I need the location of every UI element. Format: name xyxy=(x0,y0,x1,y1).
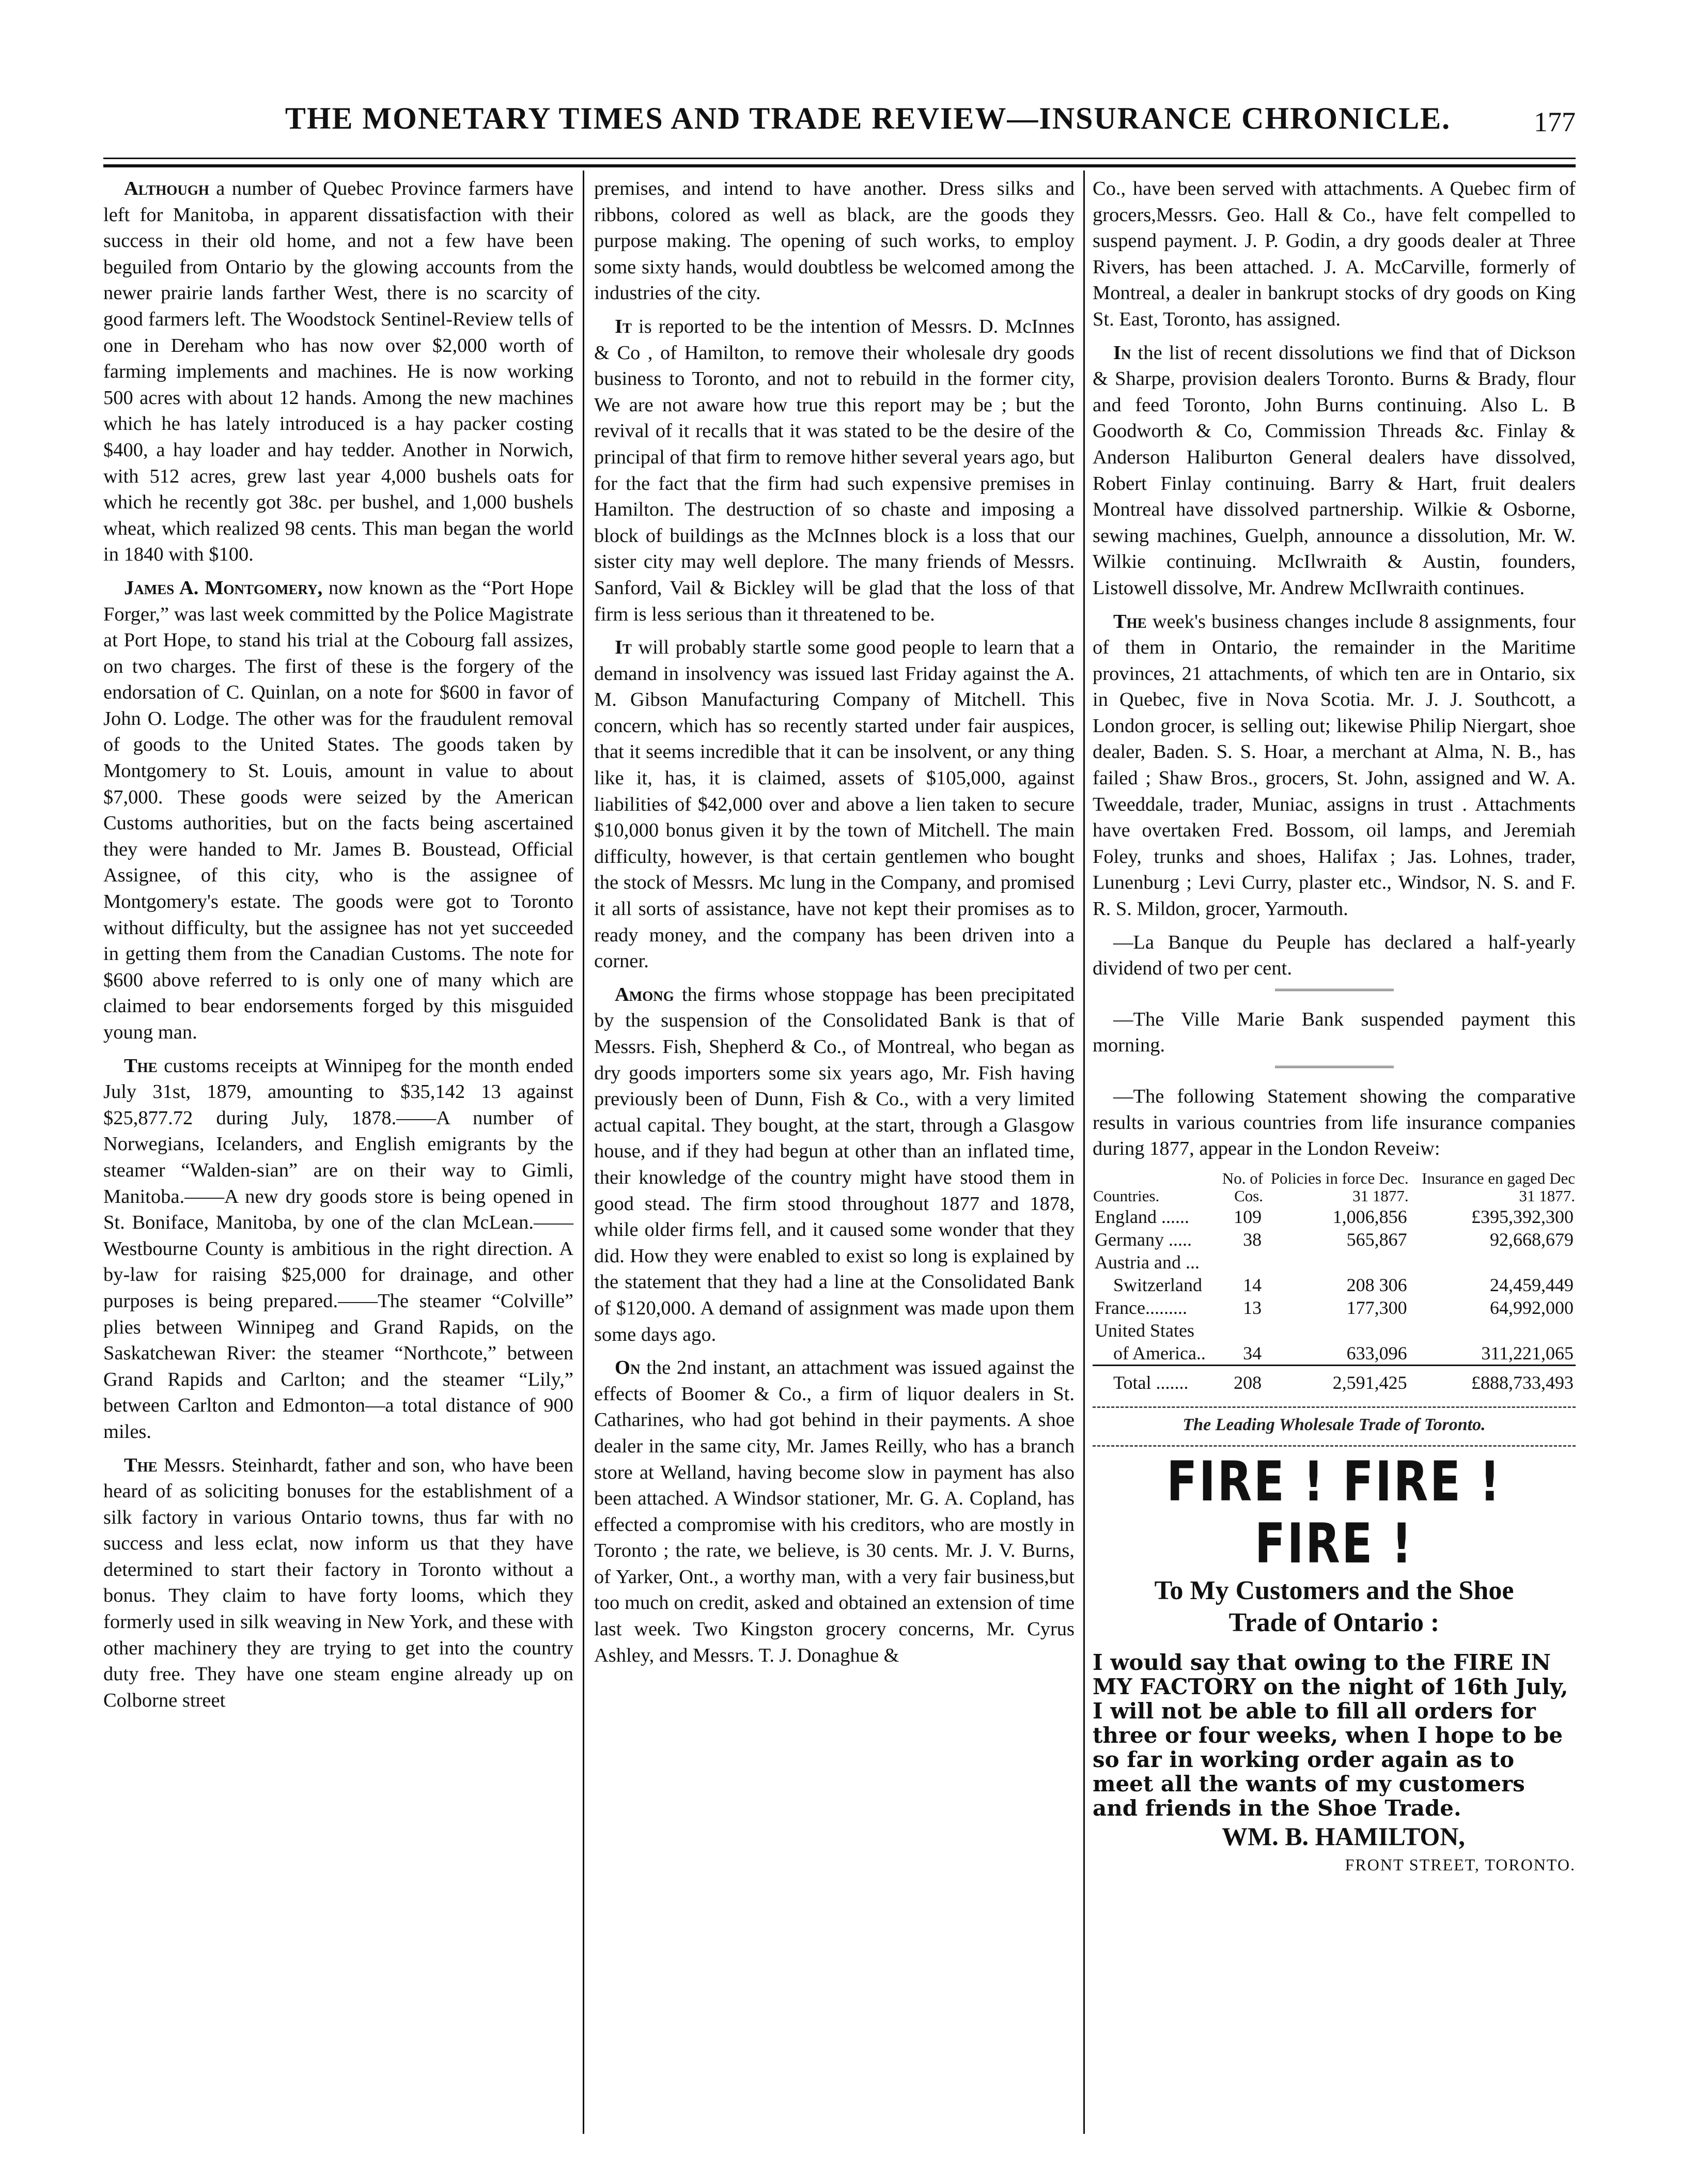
article-fish-shepherd xyxy=(594,982,1075,1347)
ad-headline: FIRE ! FIRE ! FIRE ! xyxy=(1166,1450,1502,1576)
cell-policies xyxy=(1264,1251,1409,1274)
article-text: the list of recent dissolutions we find that of Dickson & Sharpe, provision dealers Toronto. Burns & Brady, flour and feed Toronto, John Burns continuing. Also L. B Goodworth & Co, Commission Threads &c. Finlay & Anderson Haliburton General dealers have dissolved, Robert Finlay continuing. Barry & Hart, fruit dealers Montreal have dissolved partnership. Wilkie & Osborne, sewing machines, Guelph, announce a dissolution, Mr. W. Wilkie continuing. McIlwraith & Austin, founders, Listowell dissolve, Mr. Andrew McIlwraith continues. xyxy=(1093,342,1576,599)
lead-word: The xyxy=(124,1055,158,1077)
col-header-insurance: Insurance en gaged Dec 31 1877. xyxy=(1422,1169,1575,1205)
cell-total-policies: 2,591,425 xyxy=(1264,1365,1409,1394)
ad-divider xyxy=(1093,1445,1576,1447)
article-text: —The following Statement showing the comparative results in various countries from life insurance companies during 1877, appear in the London Reveiw: xyxy=(1093,1086,1576,1160)
cell-cos: 13 xyxy=(1243,1297,1262,1318)
article-montgomery xyxy=(103,575,573,1046)
cell-policies: 633,096 xyxy=(1346,1342,1407,1364)
cell-policies: 177,300 xyxy=(1346,1297,1407,1318)
header-rule-top xyxy=(103,158,1576,159)
cell-insurance: 24,459,449 xyxy=(1490,1274,1574,1295)
ad-address: FRONT STREET, TORONTO. xyxy=(1345,1855,1576,1874)
cell-cos: 38 xyxy=(1243,1229,1262,1250)
brief-insurance-statement xyxy=(1093,1083,1576,1162)
table-row xyxy=(1093,1228,1576,1251)
cell-country: France......... xyxy=(1095,1297,1187,1318)
article-text: customs receipts at Winnipeg for the month ended July 31st, 1879, amounting to $35,142 13 against $25,877.72 during July, 1878.——A number of Norwegians, Icelanders, and English emigrants by the steamer “Walden-sian” are on their way to Gimli, Manitoba.——A new dry goods store is being opened in St. Boniface, Manitoba, by one of the clan McLean.——Westbourne County is ambitious in the right direction. A by-law for raising $25,000 for drainage, and other purposes is being prepared.——The steamer “Colville” plies between Winnipeg and Grand Rapids, on the Saskatchewan River: the steamer “Northcote,” between Grand Rapids and Carlton; and the steamer “Lily,” between Carlton and Edmonton—a total distance of 900 miles. xyxy=(103,1055,574,1443)
cell-cos xyxy=(1208,1319,1264,1342)
article-business-changes xyxy=(1093,609,1576,922)
ad-section-heading: The Leading Wholesale Trade of Toronto. xyxy=(1182,1415,1486,1434)
lead-word: Although xyxy=(124,178,209,199)
insurance-table xyxy=(1093,1169,1576,1394)
hamilton-advertisement xyxy=(1093,1451,1576,1878)
article-text: Co., have been served with attachments. A Quebec firm of grocers,Messrs. Geo. Hall & Co., have felt compelled to suspend payment. J. P. Godin, a dry goods dealer at Three Rivers, has been attached. J. A. McCarville, formerly of Montreal, a dealer in bankrupt stocks of dry goods on King St. East, Toronto, has assigned. xyxy=(1093,178,1576,330)
col-header-countries: Countries. xyxy=(1093,1186,1160,1205)
cell-country: Germany ..... xyxy=(1095,1229,1192,1250)
page-number: 177 xyxy=(1534,106,1576,137)
cell-insurance xyxy=(1409,1251,1576,1274)
ad-subhead-line1: To My Customers and the Shoe xyxy=(1154,1576,1514,1606)
brief-banque-du-peuple xyxy=(1093,930,1576,982)
section-divider xyxy=(1275,1066,1394,1070)
cell-country: Austria and ... xyxy=(1095,1251,1200,1273)
cell-cos xyxy=(1208,1251,1264,1274)
cell-total-label: Total ....... xyxy=(1093,1365,1208,1394)
table-row xyxy=(1093,1342,1576,1366)
cell-insurance xyxy=(1409,1319,1576,1342)
cell-cos: 14 xyxy=(1243,1274,1262,1295)
table-row xyxy=(1093,1319,1576,1342)
publication-title: THE MONETARY TIMES AND TRADE REVIEW—INSURANCE CHRONICLE. xyxy=(285,101,1451,135)
article-quebec-farmers xyxy=(103,176,573,568)
article-text: Messrs. Steinhardt, father and son, who have been heard of as soliciting bonuses for the establishment of a silk factory in various Ontario towns, thus far with no success and less eclat, now inform us that they have determined to start their factory in Toronto without a bonus. They claim to have forty looms, which they formerly used in silk weaving in New York, and these with other machinery they are trying to get into the country duty free. They have one steam engine already up on Colborne street xyxy=(103,1454,573,1711)
cell-insurance: 64,992,000 xyxy=(1490,1297,1574,1318)
table-row xyxy=(1093,1296,1576,1319)
article-text: the firms whose stoppage has been precipitated by the suspension of the Consolidated Bank is that of Messrs. Fish, Shepherd & Co., of Montreal, who began as dry goods importers some six years ago, Mr. Fish having previously been of Dunn, Fish & Co., with a very limited actual capital. They bought, at the start, through a Glasgow house, and if they had begun at other than an inflated time, their knowledge of the country might have stood them in good stead. The firm stood throughout 1877 and 1878, while older firms fell, and it caused some wonder that they did. How they were enabled to exist so long is explained by the statement that they had a line at the Consolidated Bank of $120,000. A demand of assignment was made upon them some days ago. xyxy=(594,983,1075,1345)
article-attachments-continued xyxy=(1093,176,1576,333)
lead-word: It xyxy=(615,315,632,337)
cell-total-cos: 208 xyxy=(1208,1365,1264,1394)
article-text: premises, and intend to have another. Dress silks and ribbons, colored as well as black, are the goods they purpose making. The opening of such works, to employ some sixty hands, would doubtless be welcomed among the industries of the city. xyxy=(594,178,1075,304)
cell-cos: 34 xyxy=(1243,1342,1262,1364)
article-text: —La Banque du Peuple has declared a half-yearly dividend of two per cent. xyxy=(1093,931,1576,980)
cell-cos: 109 xyxy=(1234,1206,1262,1227)
ad-subhead-line2: Trade of Ontario : xyxy=(1228,1608,1440,1638)
column-1 xyxy=(103,176,573,1721)
article-text: a number of Quebec Province farmers have left for Manitoba, in apparent dissatisfaction with their success in their old home, and not a few have been beguiled from Ontario by the glowing accounts from the newer prairie lands farther West, there is no scarcity of good farmers left. The Woodstock Sentinel-Review tells of one in Dereham who has now over $2,000 worth of farming implements and machines. He is now working 500 acres with about 12 hands. Among the new machines which he has lately introduced is a hay packer costing $400, a hay loader and hay tedder. Another in Norwich, with 512 acres, grew last year 4,000 bushels oats for which he recently got 38c. per bushel, and 1,000 bushels wheat, which realized 98 cents. This man began the world in 1840 with $100. xyxy=(103,178,573,566)
page-header xyxy=(103,101,1576,158)
lead-word: The xyxy=(1113,610,1147,632)
column-divider-2 xyxy=(1083,171,1085,2134)
article-attachments xyxy=(594,1355,1075,1668)
cell-policies: 565,867 xyxy=(1346,1229,1407,1250)
lead-word: It xyxy=(615,637,632,659)
cell-policies xyxy=(1264,1319,1409,1342)
table-header-row xyxy=(1093,1169,1576,1205)
lead-word: On xyxy=(615,1357,641,1379)
article-text: will probably startle some good people to learn that a demand in insolvency was issued last Friday against the A. M. Gibson Manufacturing Company of Mitchell. This concern, which has so recently started under fair auspices, that it seems incredible that it can be insolvent, or any thing like it, has, it is claimed, assets of $105,000, against liabilities of $42,000 over and above a lien taken to secure $10,000 bonus given it by the town of Mitchell. The main difficulty, however, is that certain gentlemen who bought the stock of Messrs. Mc lung in the Company, and promised it all sorts of assistance, have not kept their promises as to ready money, and the company has been driven into a corner. xyxy=(594,637,1075,972)
header-rule-bottom xyxy=(103,164,1576,167)
cell-policies: 1,006,856 xyxy=(1332,1206,1407,1227)
column-2 xyxy=(594,176,1075,1676)
article-steinhardt xyxy=(103,1452,573,1714)
article-dissolutions xyxy=(1093,340,1576,601)
cell-country: Switzerland xyxy=(1113,1274,1202,1295)
article-text: —The Ville Marie Bank suspended payment this morning. xyxy=(1093,1008,1576,1057)
table-row xyxy=(1093,1274,1576,1296)
brief-ville-marie xyxy=(1093,1006,1576,1059)
article-text: the 2nd instant, an attachment was issued against the effects of Boomer & Co., a firm of liquor dealers in St. Catharines, who had got behind in their payments. A shoe dealer in the same city, Mr. James Reilly, who has a branch store at Welland, having become slow in payment has also been attached. A Windsor stationer, Mr. G. A. Copland, has effected a compromise with his creditors, who are mostly in Toronto ; the rate, we believe, is 30 cents. Mr. J. V. Burns, of Yarker, Ont., a worthy man, with a very fair business,but too much on credit, asked and obtained an extension of time last week. Two Kingston grocery concerns, Mr. Cyrus Ashley, and Messrs. T. J. Donaghue & xyxy=(594,1357,1075,1666)
article-silk-continued xyxy=(594,176,1075,306)
cell-country: England ...... xyxy=(1095,1206,1189,1227)
article-text: is reported to be the intention of Messrs. D. McInnes & Co , of Hamilton, to remove their wholesale dry goods business to Toronto, and not to rebuild in the former city, We are not aware how true this report may be ; but the revival of it recalls that it was stated to be the desire of the principal of that firm to remove hither several years ago, but for the fact that the firm had such expensive premises in Hamilton. The destruction of so chaste and imposing a block of buildings as the McInnes block is a loss that our sister city may well deplore. The many friends of Messrs. Sanford, Vail & Bickley will be glad that the loss of that firm is less serious than it threatened to be. xyxy=(594,315,1075,625)
ad-body: I would say that owing to the FIRE IN MY FACTORY on the night of 16th July, I will not be able to fill all orders for three or four weeks, when I hope to be so far in working order again as to meet all the wants of my customers and friends in the Shoe Trade. xyxy=(1093,1650,1568,1821)
cell-insurance: 311,221,065 xyxy=(1481,1342,1574,1364)
ad-divider xyxy=(1093,1406,1576,1408)
column-divider-1 xyxy=(583,171,584,2134)
article-mcinnes xyxy=(594,314,1075,627)
col-header-policies: Policies in force Dec. 31 1877. xyxy=(1270,1169,1409,1205)
article-winnipeg-customs xyxy=(103,1053,573,1445)
cell-insurance: 92,668,679 xyxy=(1490,1229,1574,1250)
lead-word: The xyxy=(124,1454,158,1476)
cell-insurance: £395,392,300 xyxy=(1471,1206,1574,1227)
ad-signature: WM. B. HAMILTON, xyxy=(1222,1822,1465,1851)
table-row xyxy=(1093,1205,1576,1228)
cell-total-insurance: £888,733,493 xyxy=(1409,1365,1576,1394)
col-header-cos: No. of Cos. xyxy=(1222,1169,1264,1205)
cell-country: United States xyxy=(1095,1320,1194,1341)
cell-country: of America.. xyxy=(1113,1342,1206,1364)
section-divider xyxy=(1275,989,1394,993)
article-text: week's business changes include 8 assignments, four of them in Ontario, the remainder in the Maritime provinces, 21 attachments, of which ten are in Ontario, six in Quebec, five in Nova Scotia. Mr. J. J. Southcott, a London grocer, is selling out; likewise Philip Niergart, shoe dealer, Baden. S. S. Hoar, a merchant at Alma, N. B., has failed ; Shaw Bros., grocers, St. John, assigned and W. A. Tweeddale, trader, Muniac, assigns in trust . Attachments have overtaken Fred. Bossom, oil lamps, and Jeremiah Foley, trunks and shoes, Halifax ; Jas. Lohnes, trader, Lunenburg ; Levi Curry, plaster etc., Windsor, N. S. and F. R. S. Mildon, grocer, Yarmouth. xyxy=(1093,610,1576,920)
article-gibson xyxy=(594,634,1075,974)
lead-word: In xyxy=(1113,342,1131,364)
lead-word: Among xyxy=(615,983,674,1005)
column-3 xyxy=(1093,176,1576,1878)
table-row xyxy=(1093,1251,1576,1274)
article-text: now known as the “Port Hope Forger,” was last week committed by the Police Magistrate at Port Hope, to stand his trial at the Cobourg fall assizes, on two charges. The first of these is the forgery of the endorsation of C. Quinlan, on a note for $600 in favor of John O. Lodge. The other was for the fraudulent removal of goods to the United States. The goods taken by Montgomery to St. Louis, amount in value to about $7,000. These goods were seized by the American Customs authorities, but on the facts being ascertained they were handed to Mr. James B. Boustead, Official Assignee, of this city, who is the assignee of Montgomery's estate. The goods were got to Toronto without difficulty, but the assignee has not yet succeeded in getting them from the Canadian Customs. The note for $600 above referred to is only one of many which are claimed to bear endorsements forged by this misguided young man. xyxy=(103,577,574,1043)
lead-word: James A. Montgomery, xyxy=(124,577,323,599)
table-total-row xyxy=(1093,1365,1576,1394)
cell-policies: 208 306 xyxy=(1346,1274,1407,1295)
